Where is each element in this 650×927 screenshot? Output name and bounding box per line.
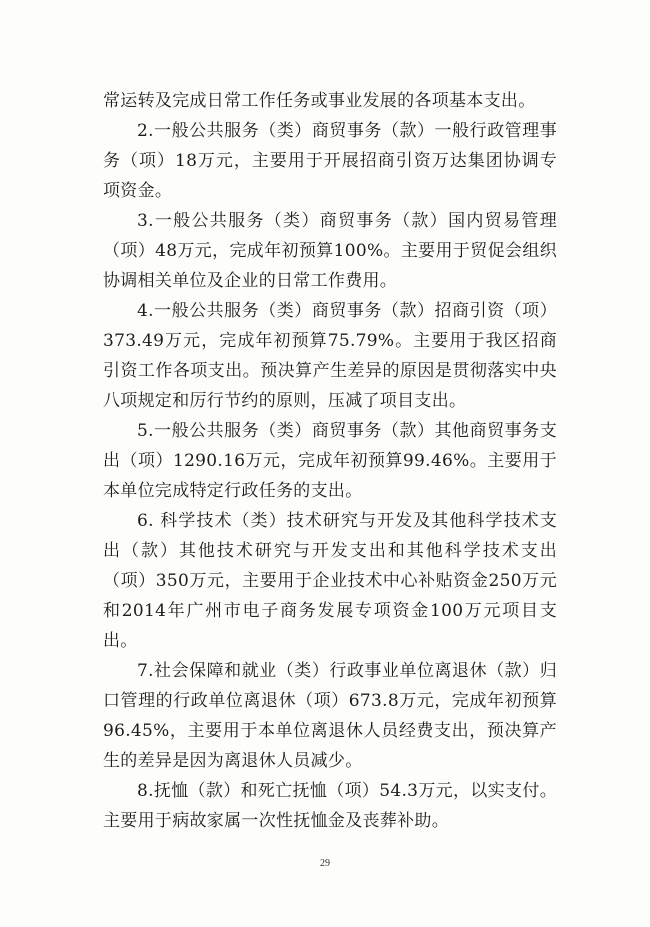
body-text — [103, 86, 557, 836]
paragraph-item-4: 4.一般公共服务（类）商贸事务（款）招商引资（项）373.49万元，完成年初预算75.79%。主要用于我区招商引资工作各项支出。预决算产生差异的原因是贯彻落实中央八项规定和厉行节约的原则，压减了项目支出。 — [103, 301, 557, 411]
page-number: 29 — [320, 858, 330, 869]
paragraph-item-5: 5.一般公共服务（类）商贸事务（款）其他商贸事务支出（项）1290.16万元，完成年初预算99.46%。主要用于本单位完成特定行政任务的支出。 — [103, 421, 557, 501]
paragraph-item-3: 3.一般公共服务（类）商贸事务（款）国内贸易管理（项）48万元，完成年初预算100%。主要用于贸促会组织协调相关单位及企业的日常工作费用。 — [103, 211, 557, 291]
paragraph-item-7: 7.社会保障和就业（类）行政事业单位离退休（款）归口管理的行政单位离退休（项）673.8万元，完成年初预算96.45%，主要用于本单位离退休人员经费支出，预决算产生的差异是因为离退休人员减少。 — [103, 661, 557, 771]
paragraph-item-6: 6. 科学技术（类）技术研究与开发及其他科学技术支出（款）其他技术研究与开发支出和其他科学技术支出（项）350万元，主要用于企业技术中心补贴资金250万元和2014年广州市电子商务发展专项资金100万元项目支出。 — [103, 511, 557, 651]
paragraph-continuation: 常运转及完成日常工作任务或事业发展的各项基本支出。 — [103, 91, 536, 111]
paragraph-item-2: 2.一般公共服务（类）商贸事务（款）一般行政管理事务（项）18万元，主要用于开展招商引资万达集团协调专项资金。 — [103, 121, 557, 201]
paragraph-item-8: 8.抚恤（款）和死亡抚恤（项）54.3万元，以实支付。主要用于病故家属一次性抚恤金及丧葬补助。 — [103, 781, 557, 831]
